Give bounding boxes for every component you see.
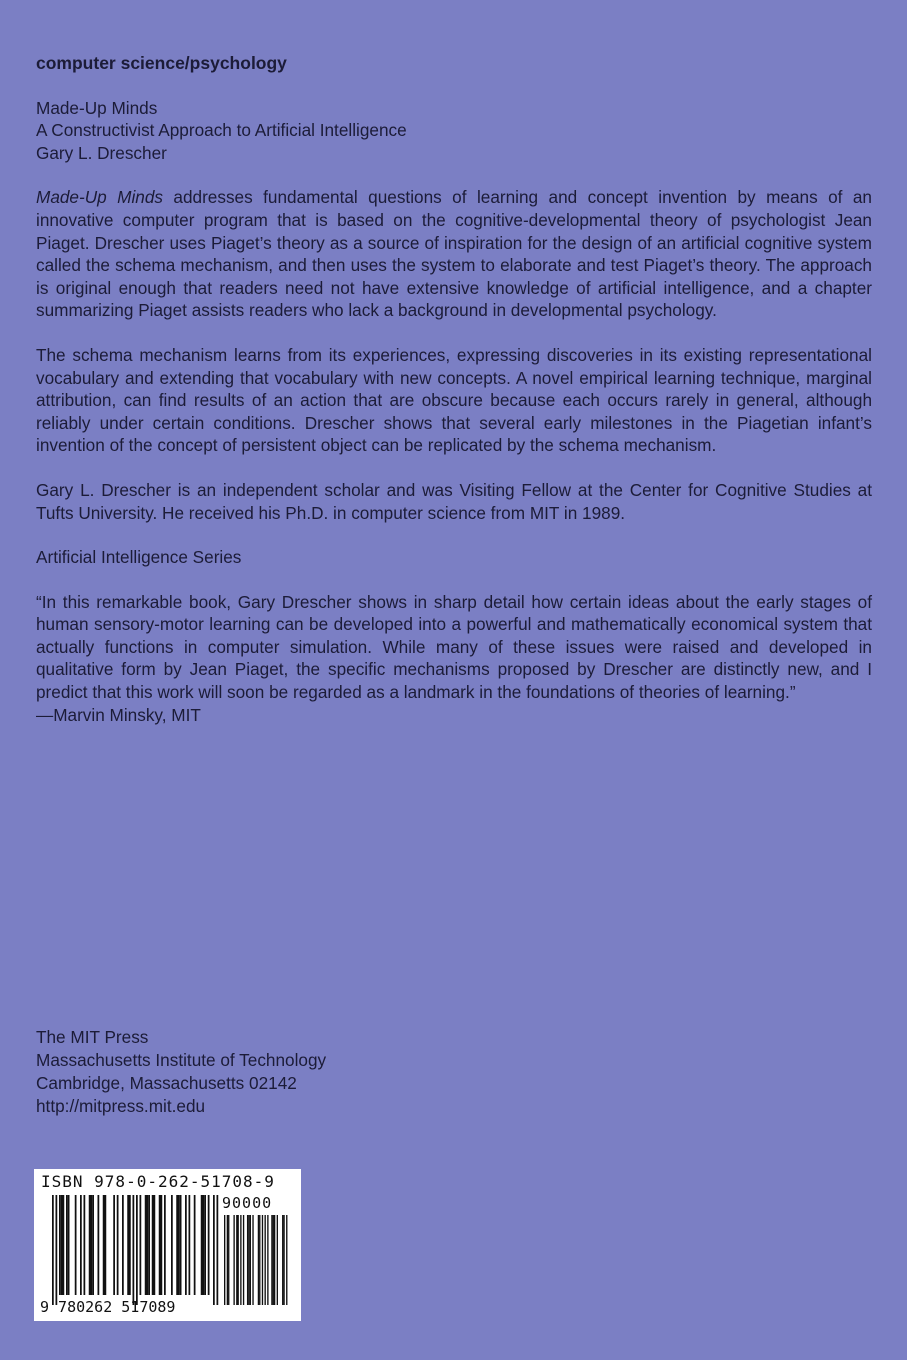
publisher-url: http://mitpress.mit.edu — [36, 1096, 206, 1116]
addon-bar — [265, 1215, 266, 1305]
barcode-bar — [140, 1195, 142, 1295]
book-author: Gary L. Drescher — [36, 142, 167, 163]
addon-bar — [259, 1215, 260, 1305]
barcode-bar — [113, 1195, 115, 1295]
barcode-addon-number: 90000 — [222, 1194, 273, 1212]
barcode-bar — [63, 1195, 65, 1295]
barcode-bar — [89, 1195, 91, 1295]
author-bio: Gary L. Drescher is an independent scholar and was Visiting Fellow at the Center for Cognitive Studies at Tufts University. He received his Ph.D. in computer science from MIT in 1989. — [36, 479, 872, 523]
barcode-bar — [147, 1195, 149, 1295]
barcode-bar — [152, 1195, 154, 1295]
addon-bar — [238, 1215, 239, 1305]
barcode-bar — [75, 1195, 77, 1295]
addon-bar — [227, 1215, 228, 1305]
description-paragraph-1-text: addresses fundamental questions of learning and concept invention by means of an innovative computer program that is based on the cognitive-developmental theory of psychologist Jean Piaget. Drescher uses Piaget’s theory as a source of inspiration for the design of an artificial cognitive system called the schema mechanism, and then uses the system to elaborate and test Piaget’s theory. The approach is original enough that readers need not have extensive knowledge of artificial intelligence, and a chapter summarizing Piaget assists readers who lack a background in developmental psychology. — [36, 187, 872, 321]
barcode-bar — [204, 1195, 206, 1295]
barcode-bar — [91, 1195, 93, 1295]
barcode-bar — [84, 1195, 86, 1295]
barcode-bar — [185, 1195, 187, 1295]
barcode-box — [34, 1169, 301, 1321]
addon-bar — [267, 1215, 268, 1305]
description-paragraph-1 — [36, 186, 872, 322]
barcode-bar — [171, 1195, 173, 1295]
book-subtitle: A Constructivist Approach to Artificial Intelligence — [36, 120, 407, 141]
barcode-bar — [127, 1195, 129, 1295]
barcode-bar — [59, 1195, 61, 1295]
series-name: Artificial Intelligence Series — [36, 547, 242, 568]
back-cover-text — [36, 52, 872, 726]
barcode-bar — [201, 1195, 203, 1295]
barcode-bar — [68, 1195, 70, 1295]
barcode-bar — [203, 1195, 205, 1295]
barcode-bar — [117, 1195, 119, 1295]
barcode-bar — [129, 1195, 131, 1295]
barcode-bar — [92, 1195, 94, 1295]
barcode-bar — [208, 1195, 210, 1295]
barcode-bar — [189, 1195, 191, 1295]
barcode-bar — [66, 1195, 68, 1295]
barcode-bar — [194, 1195, 196, 1295]
publisher-name: The MIT Press — [36, 1027, 149, 1047]
barcode-bar — [178, 1195, 180, 1295]
addon-bar — [277, 1215, 278, 1305]
addon-bar — [262, 1215, 263, 1305]
addon-bar — [273, 1215, 274, 1305]
barcode-bar — [213, 1195, 215, 1305]
barcode-bar — [133, 1195, 135, 1305]
barcode-bar — [56, 1195, 58, 1305]
addon-bar — [243, 1215, 244, 1305]
barcode-bar — [122, 1195, 124, 1295]
barcode-bar — [148, 1195, 150, 1295]
barcode-bar — [176, 1195, 178, 1295]
ean-digits: 9 780262 517089 — [40, 1298, 176, 1316]
addon-bar — [271, 1215, 272, 1305]
barcode-bar — [80, 1195, 82, 1295]
barcode-bar — [136, 1195, 138, 1305]
addon-bar — [248, 1215, 249, 1305]
addon-bar — [283, 1215, 284, 1305]
addon-bar — [286, 1215, 287, 1305]
addon-bar — [258, 1215, 259, 1305]
addon-bar — [250, 1215, 251, 1305]
barcode-bar — [103, 1195, 105, 1295]
publisher-institution: Massachusetts Institute of Technology — [36, 1050, 327, 1070]
addon-bar — [240, 1215, 241, 1305]
addon-bar — [224, 1215, 225, 1305]
addon-bar — [247, 1215, 248, 1305]
title-block — [36, 97, 872, 165]
barcode-bar — [61, 1195, 63, 1295]
addon-bar — [274, 1215, 275, 1305]
barcode-bar — [154, 1195, 156, 1295]
addon-bar — [282, 1215, 283, 1305]
endorsement-quote: “In this remarkable book, Gary Drescher shows in sharp detail how certain ideas about the early stages of human sensory-motor learning can be developed into a powerful and mathematically economical system that actually functions in computer simulation. While many of these issues were raised and developed in qualitative form by Jean Piaget, the specific mechanisms proposed by Drescher are distinctly new, and I predict that this work will soon be regarded as a landmark in the foundations of theories of learning.” — [36, 591, 872, 703]
publisher-address: Cambridge, Massachusetts 02142 — [36, 1073, 297, 1093]
barcode-bar — [145, 1195, 147, 1295]
description-paragraph-2: The schema mechanism learns from its experiences, expressing discoveries in its existing representational vocabulary and extending that vocabulary with new concepts. A novel empirical learning technique, marginal attribution, can find results of an action that are obscure because each occurs rarely in general, although reliably under certain conditions. Drescher shows that several early milestones in the Piagetian infant’s invention of the concept of persistent object can be replicated by the schema mechanism. — [36, 344, 872, 456]
barcode-bar — [98, 1195, 100, 1295]
title-italic: Made-Up Minds — [36, 187, 163, 208]
barcode-bar — [217, 1195, 219, 1305]
addon-bar — [236, 1215, 237, 1305]
barcode-bar — [180, 1195, 182, 1295]
endorsement-attribution: —Marvin Minsky, MIT — [36, 704, 201, 725]
barcode-bar — [105, 1195, 107, 1295]
isbn-number: ISBN 978-0-262-51708-9 — [41, 1172, 275, 1191]
book-title: Made-Up Minds — [36, 97, 158, 118]
addon-bar — [228, 1215, 229, 1305]
category-label: computer science/psychology — [36, 53, 287, 73]
addon-bar — [233, 1215, 234, 1305]
barcode-bar — [164, 1195, 166, 1295]
addon-bar — [252, 1215, 253, 1305]
barcode-bar — [159, 1195, 161, 1295]
barcode-bar — [52, 1195, 54, 1305]
publisher-block — [36, 1026, 326, 1118]
barcode-bar — [161, 1195, 163, 1295]
